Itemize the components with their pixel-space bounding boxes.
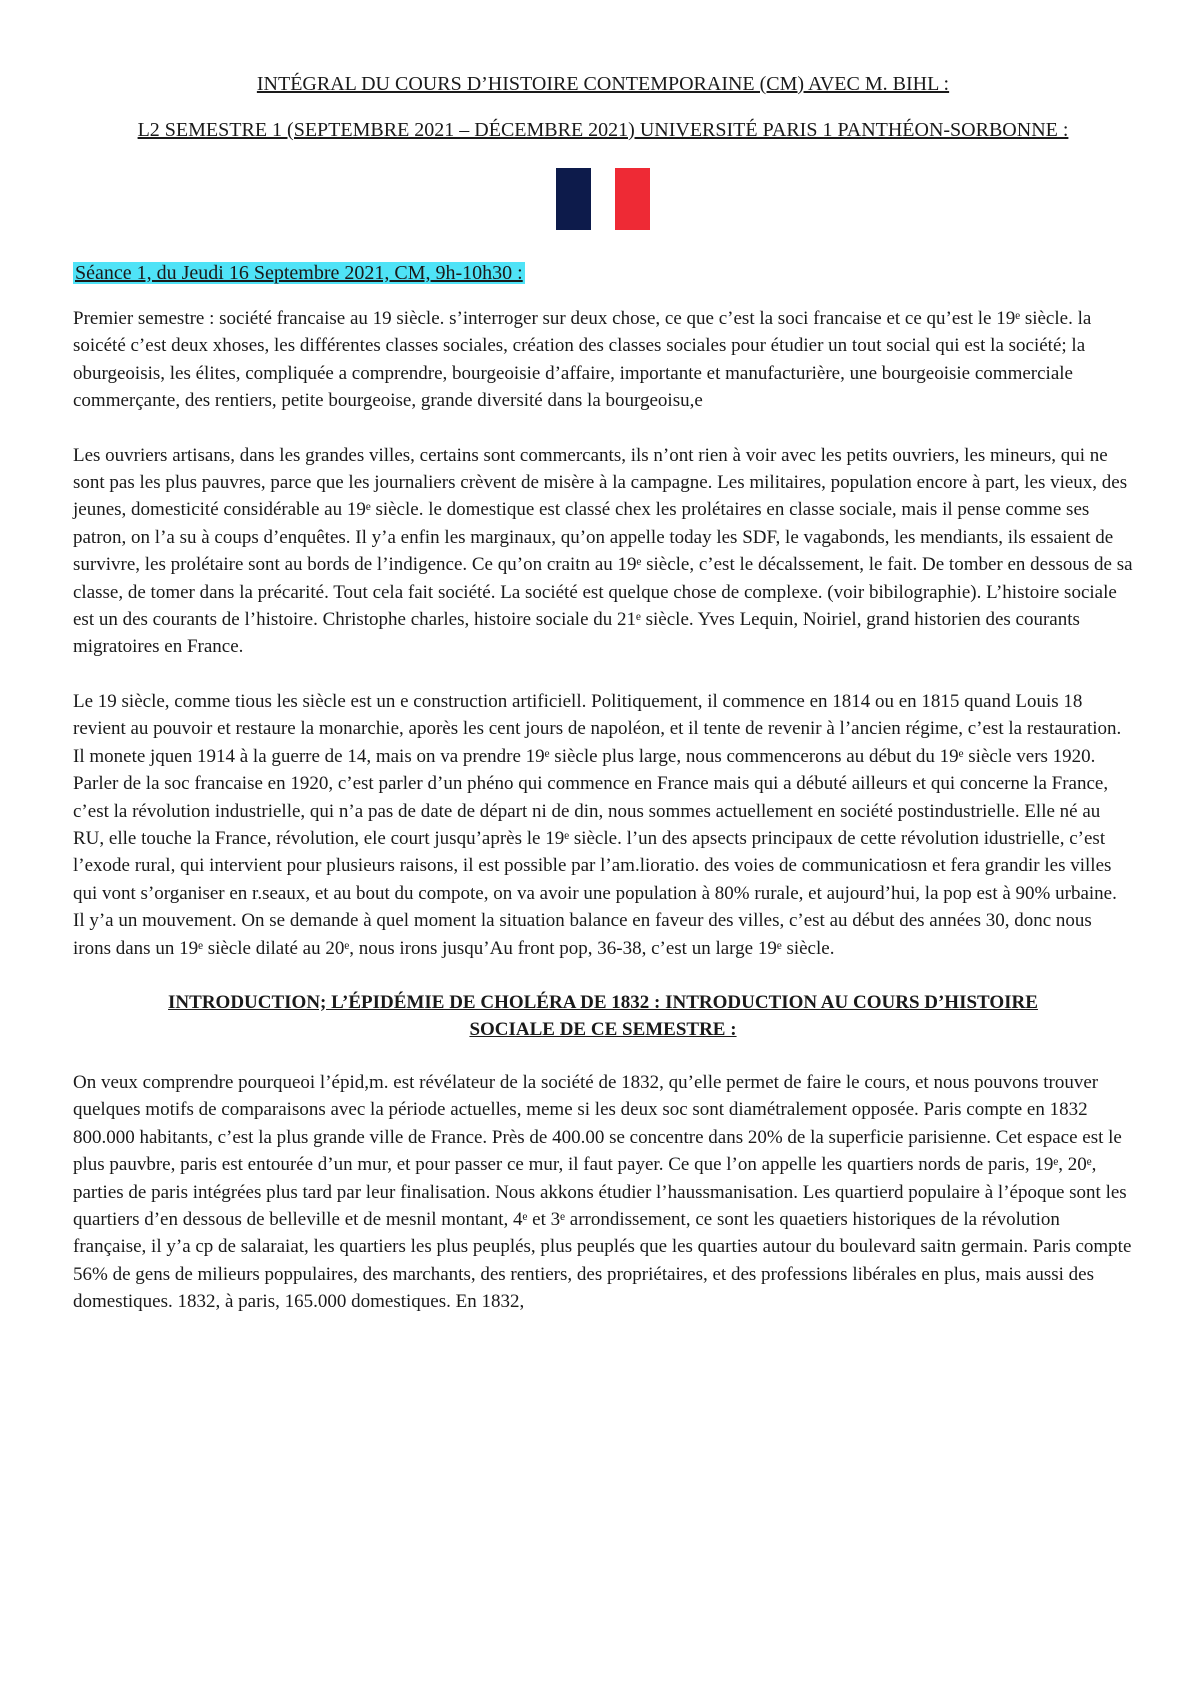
- flag-white-stripe: [591, 168, 615, 230]
- document-subtitle: L2 SEMESTRE 1 (SEPTEMBRE 2021 – DÉCEMBRE 2021) UNIVERSITÉ PARIS 1 PANTHÉON-SORBONNE :: [137, 119, 1069, 141]
- session-heading: [73, 260, 1133, 287]
- document-page: [73, 70, 1133, 1343]
- document-title: INTÉGRAL DU COURS D’HISTOIRE CONTEMPORAINE (CM) AVEC M. BIHL :: [256, 73, 950, 95]
- paragraph-1: Premier semestre : société francaise au 19 siècle. s’interroger sur deux chose, ce que c’est la soci francaise et ce qu’est le 19ᵉ siècle. la soicété c’est deux xhoses, les différentes classes sociales, création des classes sociales pour étudier un tout social qui est la société; la oburgeoisis, les élites, compliquée a comprendre, bourgeoisie d’affaire, importante et manufacturière, une bourgeoisie commerciale commerçante, des rentiers, petite bourgeoise, grande diversité dans la bourgeoisu,e: [73, 308, 1092, 412]
- session-label: Séance 1, du Jeudi 16 Septembre 2021, CM, 9h-10h30 :: [75, 262, 523, 284]
- flag-blue-stripe: [556, 168, 591, 230]
- paragraph-2: Les ouvriers artisans, dans les grandes villes, certains sont commercants, ils n’ont rien à voir avec les petits ouvriers, les mineurs, qui ne sont pas les plus pauvres, parce que les journaliers crèvent de misère à la campagne. Les militaires, population encore à part, les vieux, des jeunes, domesticité considérable au 19ᵉ siècle. le domestique est classé chex les prolétaires en classe sociale, mais il pense comme ses patron, on l’a su à coups d’enquêtes. Il y’a enfin les marginaux, qu’on appelle today les SDF, le vagabonds, les mendiants, ils essaient de survivre, les prolétaire sont au bords de l’indigence. Ce qu’on craitn au 19ᵉ siècle, c’est le décalssement, le fait. De tomber en dessous de sa classe, de tomer dans la précarité. Tout cela fait société. La société est quelque chose de complexe. (voir bibilographie). L’histoire sociale est un des courants de l’histoire. Christophe charles, histoire sociale du 21ᵉ siècle. Yves Lequin, Noiriel, grand historien des courants migratoires en France.: [73, 444, 1133, 658]
- flag-red-stripe: [615, 168, 650, 230]
- paragraph-3: Le 19 siècle, comme tious les siècle est un e construction artificiell. Politiquement, il commence en 1814 ou en 1815 quand Louis 18 revient au pouvoir et restaure la monarchie, aporès les cent jours de napoléon, et il tente de revenir à l’ancien régime, c’est la restauration. Il monete jquen 1914 à la guerre de 14, mais on va prendre 19ᵉ siècle plus large, nous commencerons au début du 19ᵉ siècle vers 1920. Parler de la soc francaise en 1920, c’est parler d’un phéno qui commence en France mais qui a débuté ailleurs et qui concerne la France, c’est la révolution industrielle, qui n’a pas de date de départ ni de din, nous sommes actuellement en société postindustrielle. Elle né au RU, elle touche la France, révolution, ele court jusqu’après le 19ᵉ siècle. l’un des apsects principaux de cette révolution idustrielle, c’est l’exode rural, qui intervient pour plusieurs raisons, il est possible par l’am.lioratio. des voies de communicatiosn et fera grandir les villes qui vont s’organiser en r.seaux, et au bout du compote, on va avoir une population à 80% rurale, et aujourd’hui, la pop est à 90% urbaine. Il y’a un mouvement. On se demande à quel moment la situation balance en faveur des villes, c’est au début des années 30, donc nous irons dans un 19ᵉ siècle dilaté au 20ᵉ, nous irons jusqu’Au front pop, 36-38, c’est un large 19ᵉ siècle.: [73, 690, 1122, 959]
- section-title: INTRODUCTION; L’ÉPIDÉMIE DE CHOLÉRA DE 1832 : INTRODUCTION AU COURS D’HISTOIRE SOCIALE DE CE SEMESTRE :: [168, 991, 1038, 1040]
- french-flag-image: [73, 168, 1133, 230]
- section-paragraph: On veux comprendre pourqueoi l’épid,m. est révélateur de la société de 1832, qu’elle permet de faire le cours, et nous pouvons trouver quelques motifs de comparaisons avec la période actuelles, meme si les deux soc sont diamétralement opposée. Paris compte en 1832 800.000 habitants, c’est la plus grande ville de France. Près de 400.00 se concentre dans 20% de la superficie parisienne. Cet espace est le plus pauvbre, paris est entourée d’un mur, et pour passer ce mur, il faut payer. Ce que l’on appelle les quartiers nords de paris, 19ᵉ, 20ᵉ, parties de paris intégrées plus tard par leur finalisation. Nous akkons étudier l’haussmanisation. Les quartierd populaire à l’époque sont les quartiers d’en dessous de belleville et de mesnil montant, 4ᵉ et 3ᵉ arrondissement, ce sont les quaetiers historiques de la révolution française, il y’a cp de salaraiat, les quartiers les plus peuplés, plus peuplés que les quarties autour du boulevard saitn germain. Paris compte 56% de gens de milieurs poppulaires, des marchants, des rentiers, des propriétaires, et des professions libérales en plus, mais aussi des domestiques. 1832, à paris, 165.000 domestiques. En 1832,: [73, 1071, 1132, 1313]
